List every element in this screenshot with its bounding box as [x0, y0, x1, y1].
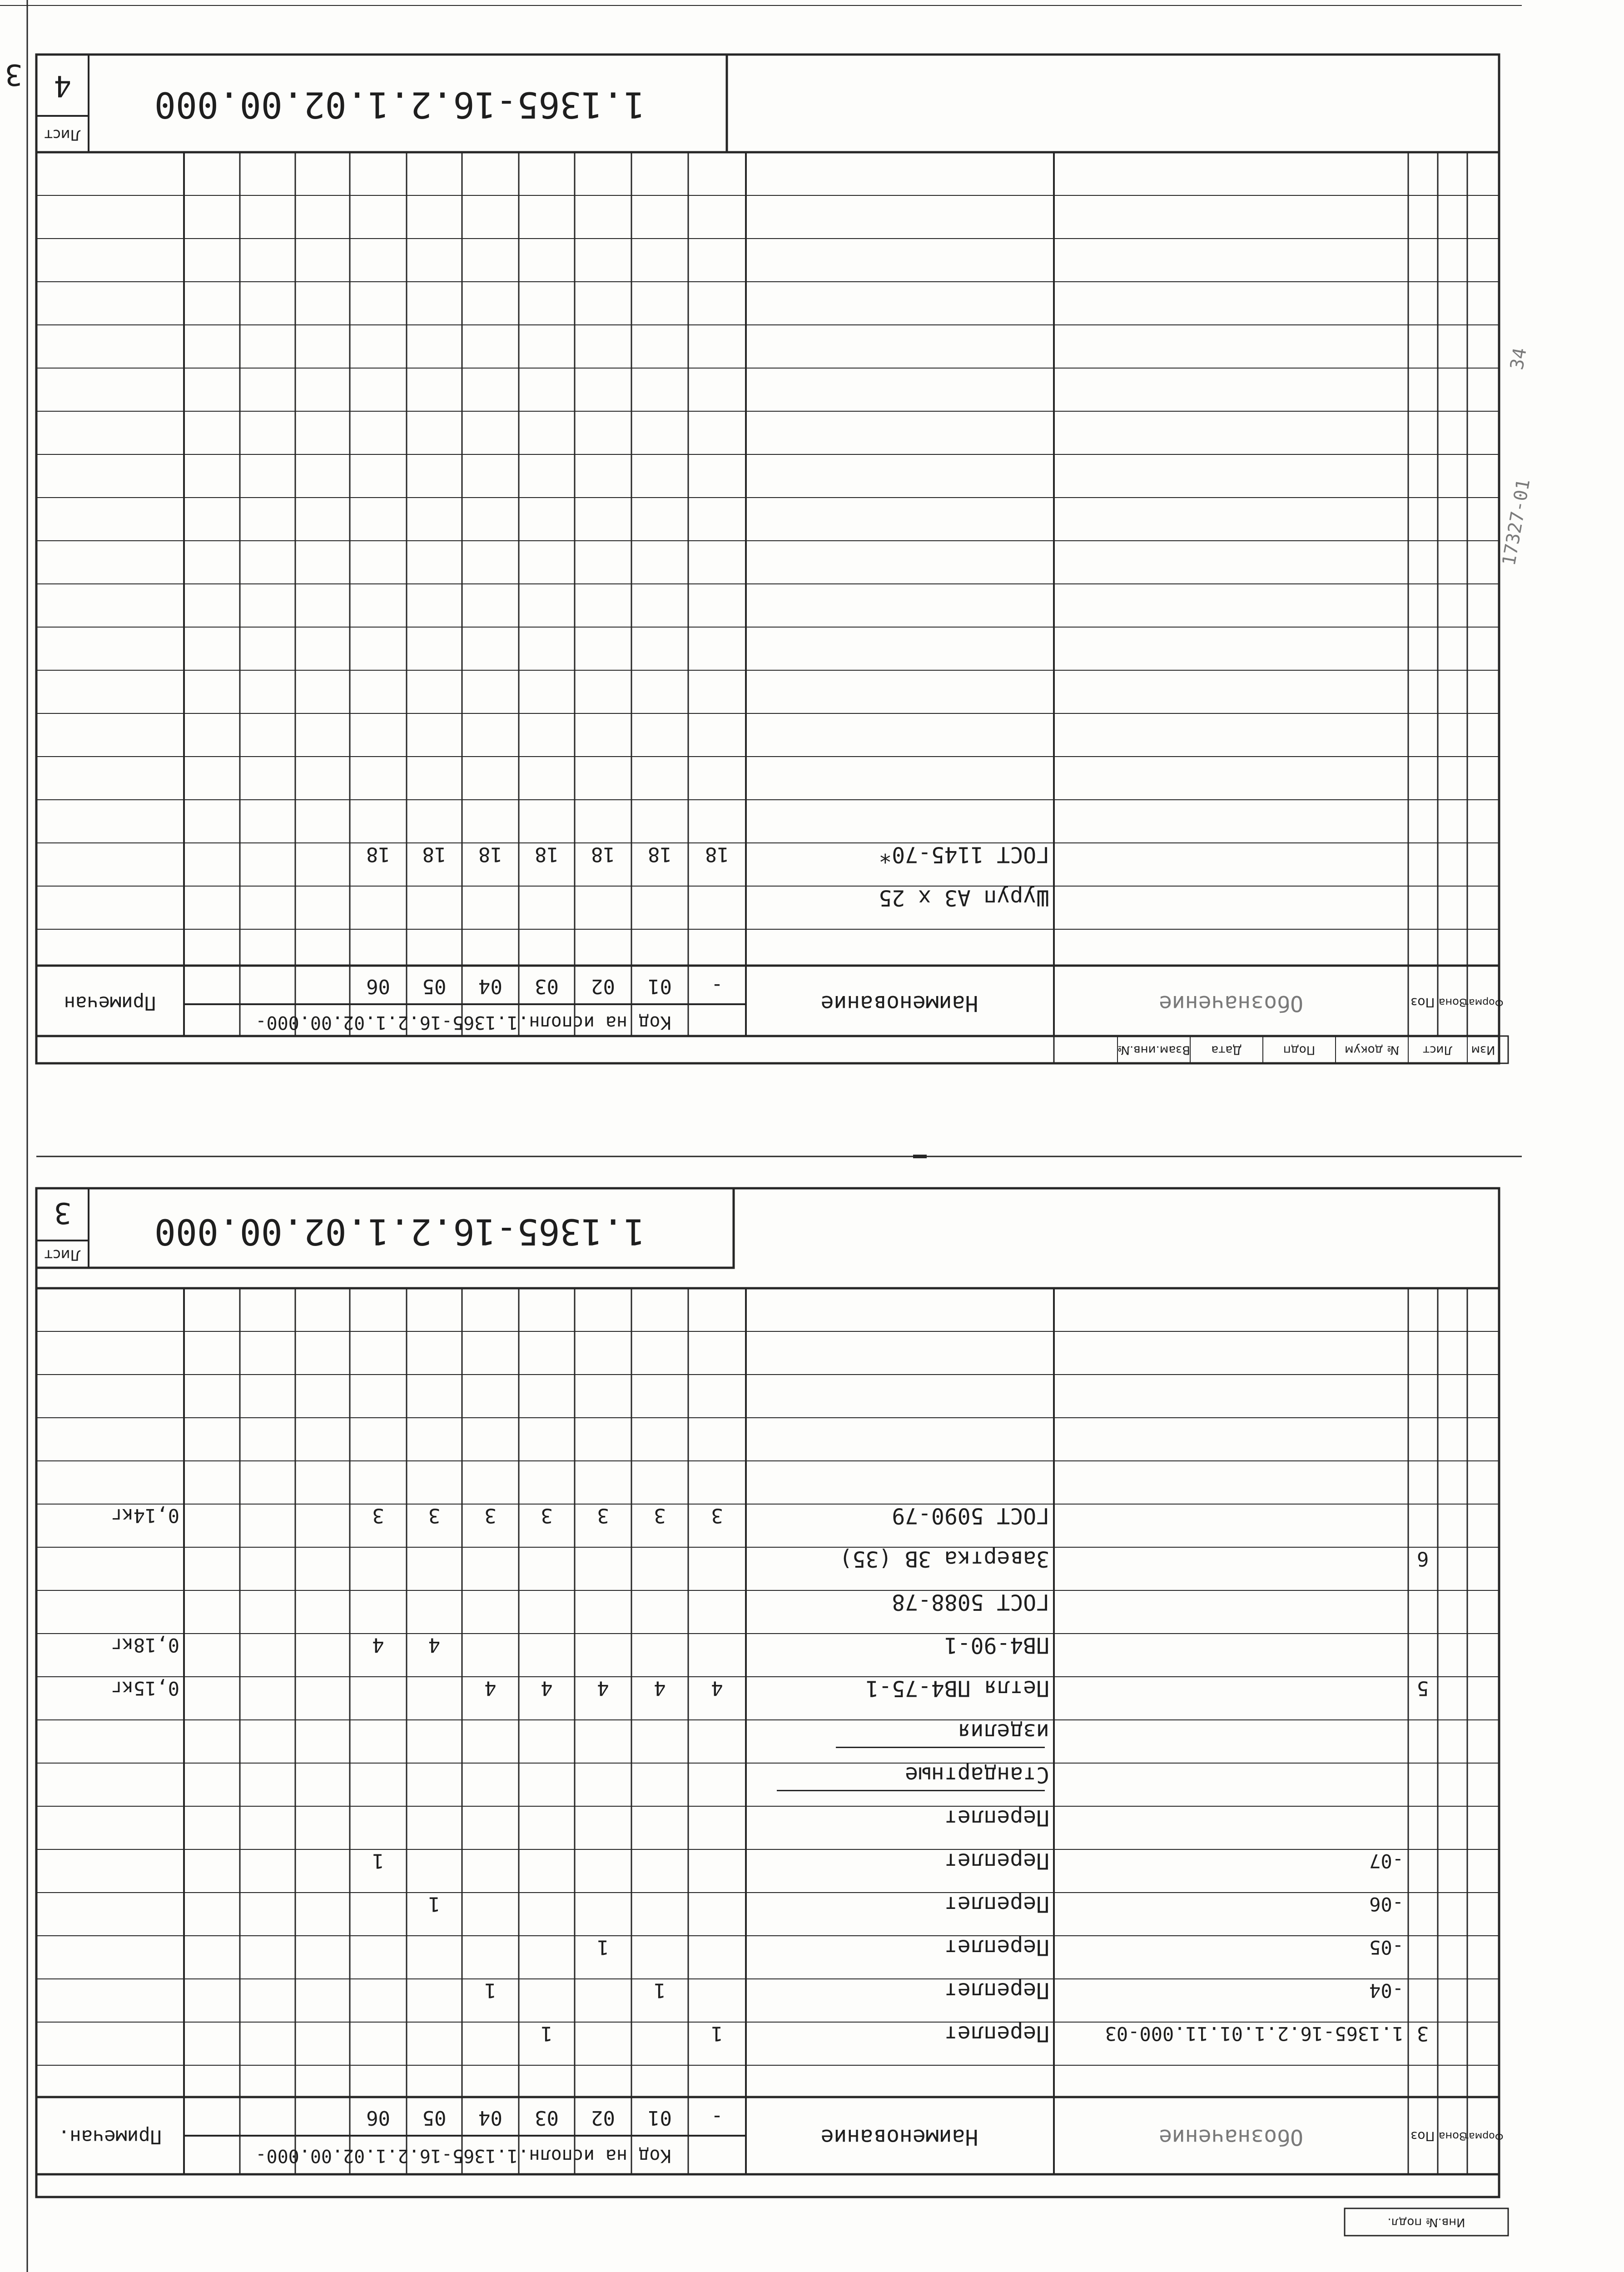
sheet-3-qty: 1 [541, 2022, 553, 2045]
sheet-3-qty: 3 [372, 1504, 384, 1527]
sheet-3-row-pos: 6 [1416, 1547, 1429, 1570]
sheet-3-qty: 3 [484, 1504, 497, 1527]
sheet-3-row-note: 0,14кг [110, 1505, 179, 1527]
sheet-3-row-designation: -05 [1369, 1936, 1404, 1958]
sheet-3-code-4: 04 [478, 2106, 502, 2129]
sheet-3-qty: 4 [541, 1676, 553, 1700]
sheet-3-format-header: Формат [1463, 2130, 1504, 2142]
sheet-3-row-name: Завертка ЗВ (35) [839, 1546, 1049, 1572]
sheet-4-zone-header: Зона [1438, 996, 1466, 1009]
sheet-4-code-6: 06 [366, 975, 390, 998]
revision-cell: Изм [1471, 1043, 1495, 1057]
sheet-3-code-1: 01 [648, 2106, 672, 2129]
sheet-3-pos-header: Поз [1410, 2129, 1435, 2144]
sheet-4-notes-header: Примечан [64, 992, 156, 1015]
revision-cell: Дата [1211, 1043, 1242, 1057]
revision-cell: № докум [1345, 1043, 1399, 1057]
sheet-3-row-name: ГОСТ 5088-78 [892, 1589, 1049, 1615]
sheet-4 [36, 55, 1508, 1063]
sheet-4-qty: 18 [366, 842, 390, 866]
sheet-4-number: 4 [54, 69, 72, 103]
sheet-4-qty: 18 [478, 842, 502, 866]
sheet-3-qty: 4 [711, 1676, 723, 1700]
sheet-3-code-2: 02 [591, 2106, 615, 2129]
sheet-3-qty: 4 [597, 1676, 609, 1700]
sheet-3-row-name: Переплет [944, 1934, 1049, 1960]
sheet-3-row-name: ГОСТ 5090-79 [892, 1503, 1049, 1529]
sheet-4-code-3: 03 [535, 975, 559, 998]
sheet-4-row-name: Шуруп А3 х 25 [879, 885, 1049, 911]
sheet-4-name-header: Наименование [820, 991, 978, 1016]
sheet-3-qty: 1 [484, 1978, 497, 2002]
sheet-3-qty: 3 [711, 1504, 723, 1527]
sheet-3-row-designation: 1.1365-16.2.1.01.11.000-03 [1105, 2023, 1404, 2045]
sheet-3-notes-header: Примечан. [58, 2126, 162, 2148]
sheet-3-row-name: Переплет [944, 1805, 1049, 1831]
revision-cell: Подп [1283, 1043, 1316, 1057]
revision-cell: Взам.инв.№ [1117, 1043, 1190, 1057]
sheet-3-zone-header: Зона [1438, 2130, 1466, 2142]
sheet-3-row-note: 0,18кг [110, 1634, 179, 1656]
sheet-4-label: Лист [44, 126, 81, 144]
sheet-3-row-designation: -07 [1369, 1850, 1404, 1872]
sheet-3-code-0: - [711, 2106, 723, 2129]
sheet-3-qty: 1 [372, 1849, 384, 1873]
sheet-3-row-designation: -04 [1369, 1979, 1404, 2002]
sheet-3-code-header: Код на исполн.1.1365-16.2.1.02.00.000- [255, 2145, 671, 2166]
sheet-4-frame [36, 55, 1499, 1063]
revision-cell: Лист [1423, 1043, 1453, 1057]
sheet-4-code-4: 04 [478, 975, 502, 998]
sheet-3-qty: 3 [541, 1504, 553, 1527]
sheet-3-row-name: ПВ4-90-1 [944, 1632, 1049, 1658]
sheet-3-number: 3 [54, 1196, 72, 1230]
sheet-3-designation-header: Обозначение [1159, 2124, 1303, 2150]
sheet-4-code-2: 02 [591, 975, 615, 998]
sheet-3-code-3: 03 [535, 2106, 559, 2129]
sheet-4-code-0: - [711, 975, 723, 998]
sheet-3-name-header: Наименование [820, 2124, 978, 2150]
sheet-3-qty: 1 [597, 1935, 609, 1959]
sheet-3-row-name: Петля ПВ4-75-1 [865, 1675, 1049, 1701]
sheet-3-row-pos: 5 [1416, 1676, 1429, 1700]
sheet-3-frame [36, 1188, 1499, 2197]
edge-mark: 3 [5, 57, 23, 91]
sheet-3-qty: 3 [597, 1504, 609, 1527]
sheet-3-row-name: Переплет [944, 1978, 1049, 2003]
sheet-3-row-name: Стандартные [905, 1762, 1049, 1788]
sheet-3-row-name: Переплет [944, 1848, 1049, 1874]
sheet-3-qty: 4 [484, 1676, 497, 1700]
sheet-3-row-note: 0,15кг [110, 1677, 179, 1699]
sheet-3-qty: 1 [711, 2022, 723, 2045]
sheet-3-row-name: Переплет [944, 1891, 1049, 1917]
sheet-4-qty: 18 [705, 842, 729, 866]
sheet-4-qty: 18 [535, 842, 559, 866]
sheet-3 [36, 1188, 1508, 2236]
sheet-3-row-name: Переплет [944, 2021, 1049, 2047]
sheet-4-pos-header: Поз [1410, 995, 1435, 1010]
sheet-3-qty: 1 [428, 1892, 441, 1916]
sheet-3-qty: 3 [654, 1504, 666, 1527]
sheet-3-row-pos: 3 [1416, 2022, 1429, 2045]
sheet-3-row-designation: -06 [1369, 1893, 1404, 1915]
sheet-3-title: 1.1365-16.2.1.02.00.000 [154, 1211, 646, 1252]
sheet-4-row-name: ГОСТ 1145-70* [879, 842, 1049, 867]
sheet-4-qty: 18 [422, 842, 447, 866]
sheet-3-code-5: 05 [422, 2106, 447, 2129]
sheet-3-code-6: 06 [366, 2106, 390, 2129]
archive-number: 34 [1506, 346, 1531, 372]
sheet-4-title: 1.1365-16.2.1.02.00.000 [154, 84, 646, 125]
sheet-4-qty: 18 [591, 842, 615, 866]
sheet-4-code-1: 01 [648, 975, 672, 998]
sheet-4-code-5: 05 [422, 975, 447, 998]
sheet-3-qty: 1 [654, 1978, 666, 2002]
sheet-4-code-header: Код на исполн.1.1365-16.2.1.02.00.000- [255, 1012, 671, 1033]
sheet-4-format-header: Формат [1463, 996, 1504, 1008]
sheet-4-qty: 18 [648, 842, 672, 866]
sheet-3-row-name: изделия [957, 1719, 1049, 1744]
archive-mark: 17327-01 [1498, 477, 1535, 568]
revision-cell: Инв.№ подл. [1387, 2215, 1465, 2229]
sheet-3-qty: 4 [372, 1633, 384, 1657]
sheet-3-qty: 4 [428, 1633, 441, 1657]
sheet-3-qty: 3 [428, 1504, 441, 1527]
sheet-3-label: Лист [44, 1246, 81, 1264]
sheet-3-qty: 4 [654, 1676, 666, 1700]
sheet-4-designation-header: Обозначение [1159, 991, 1303, 1016]
